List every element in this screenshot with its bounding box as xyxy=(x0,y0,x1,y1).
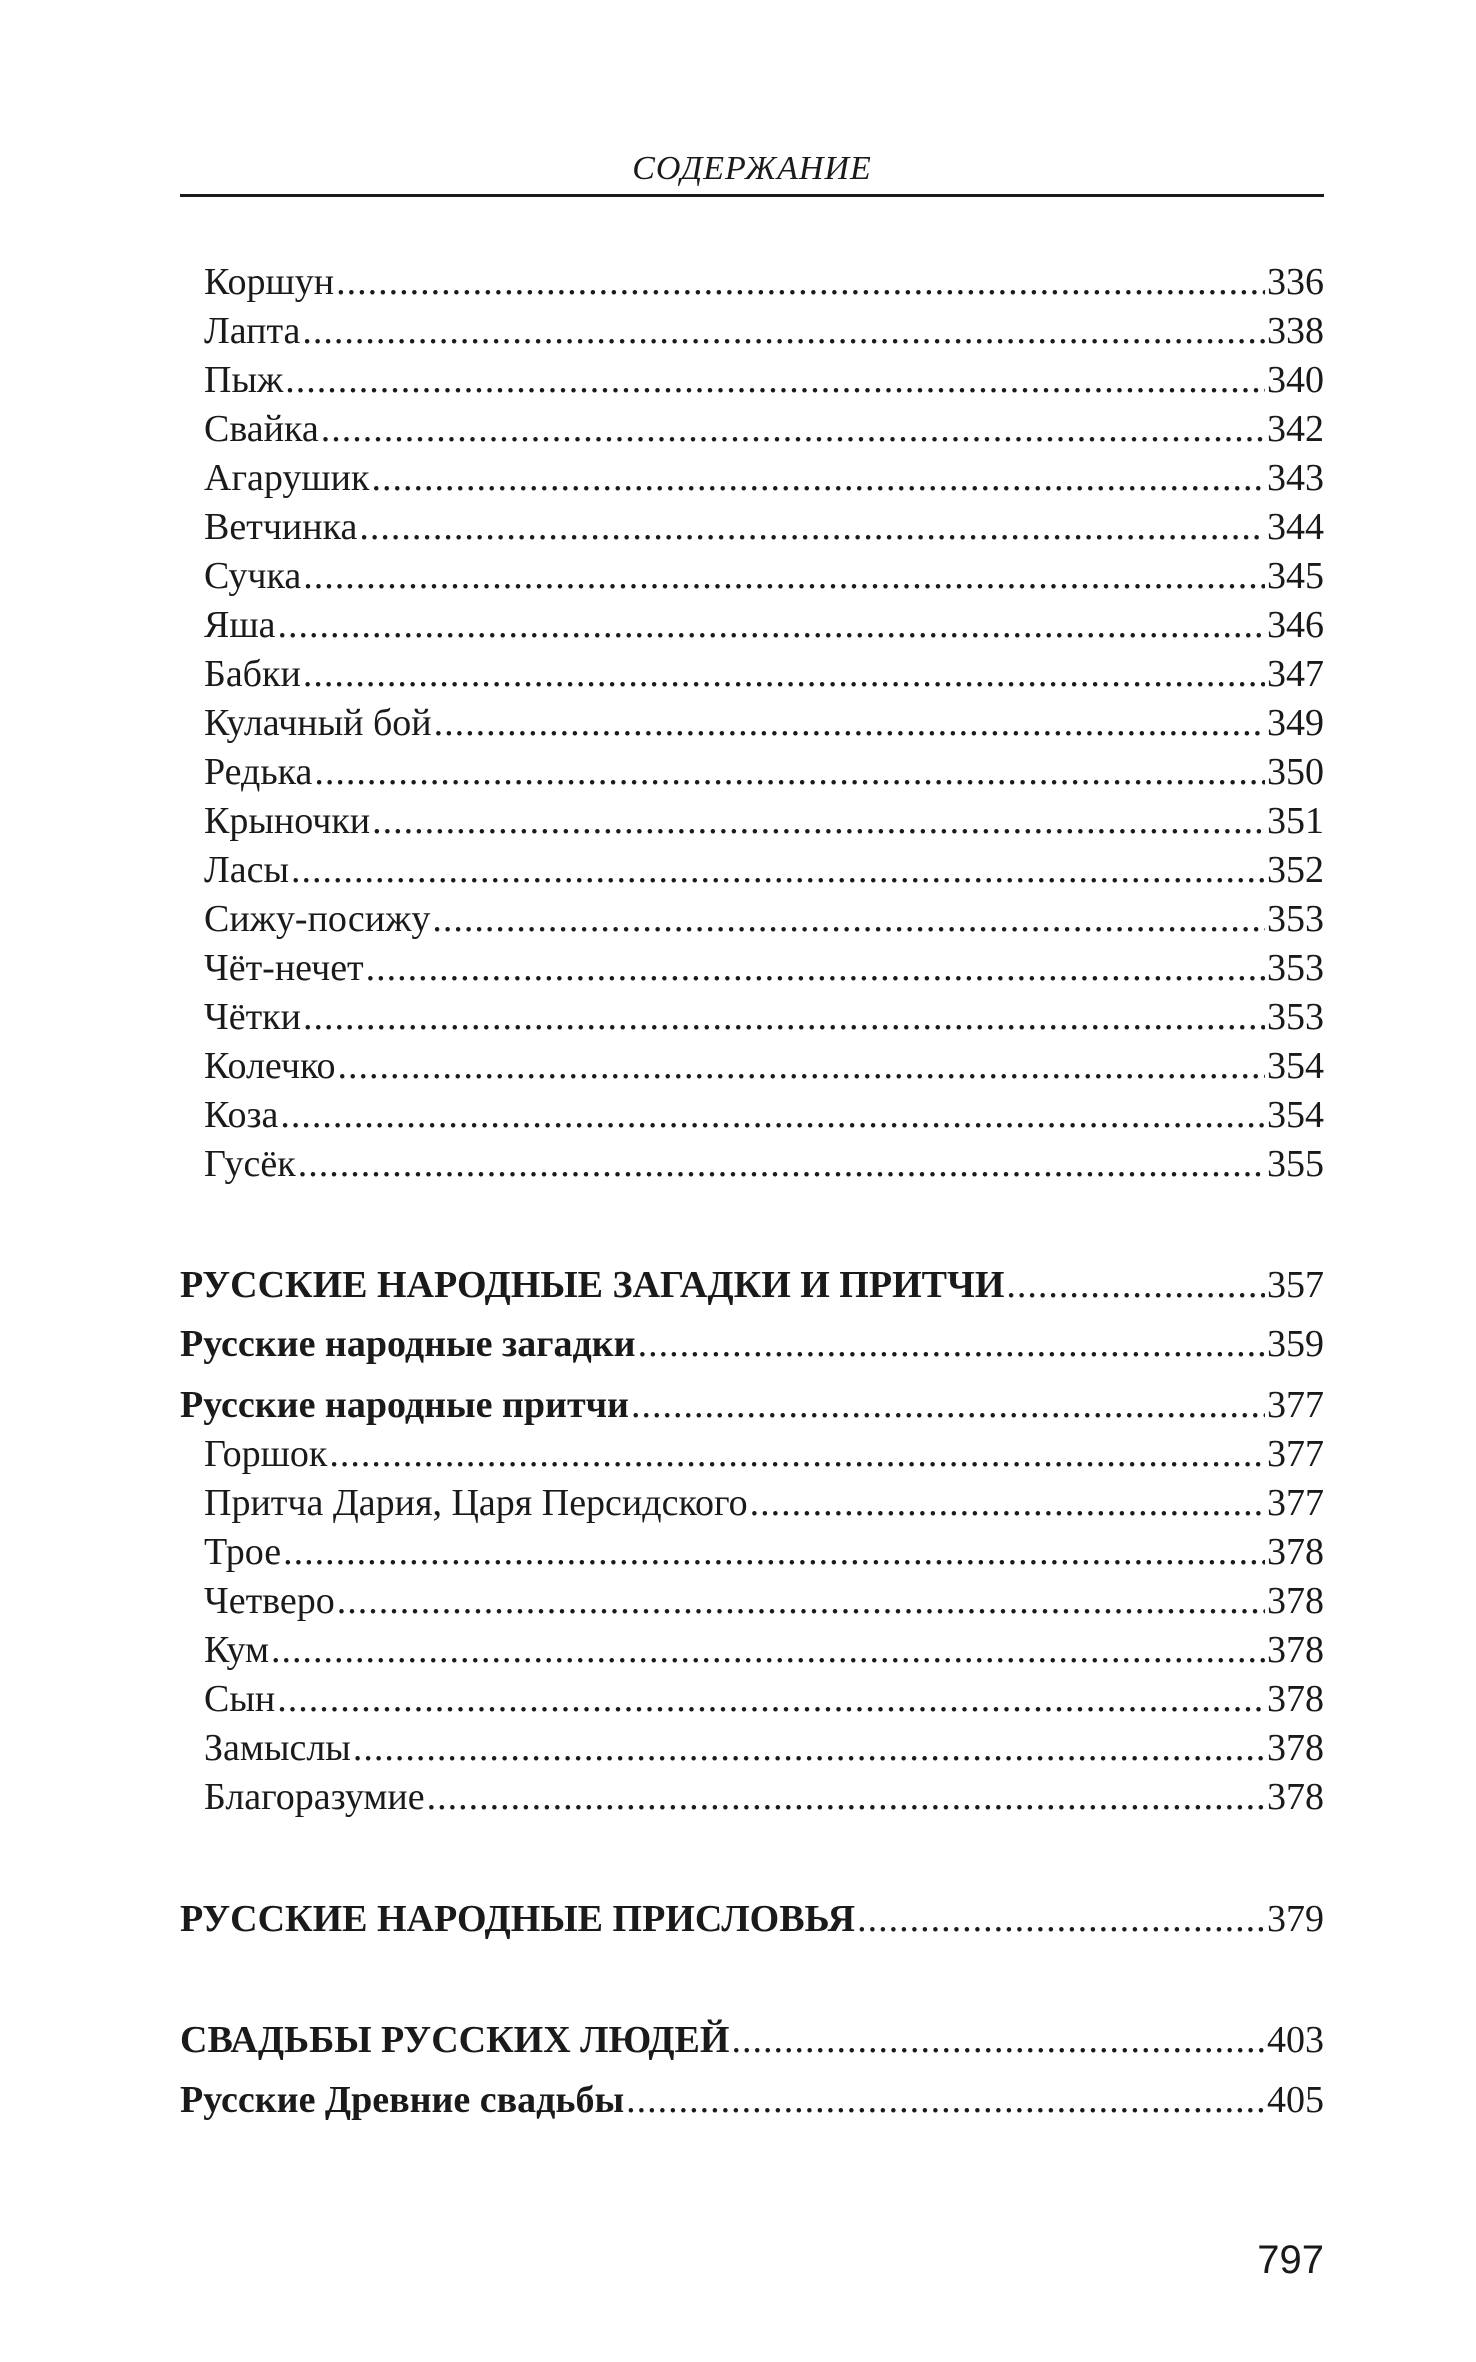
toc-entry[interactable] xyxy=(180,1142,1324,1186)
toc-entry-title: Замыслы xyxy=(204,1727,351,1769)
toc-entry-title: Ветчинка xyxy=(204,506,358,548)
toc-entry-title: Сижу-посижу xyxy=(204,898,431,940)
toc-entry[interactable] xyxy=(180,2078,1324,2122)
toc-entry-title: СВАДЬБЫ РУССКИХ ЛЮДЕЙ xyxy=(180,2019,730,2061)
toc-entry[interactable] xyxy=(180,1263,1324,1307)
dot-leader xyxy=(750,1481,1265,1525)
dot-leader xyxy=(366,946,1265,990)
toc-entry-title: Чёт-нечет xyxy=(204,947,364,989)
toc-entry-page: 378 xyxy=(1267,1629,1324,1671)
dot-leader xyxy=(336,260,1265,304)
toc-entry-title: Коршун xyxy=(204,261,335,303)
toc-entry[interactable] xyxy=(180,1775,1324,1819)
toc-entry[interactable] xyxy=(180,1530,1324,1574)
toc-entry-page: 355 xyxy=(1267,1143,1324,1185)
toc-entry-page: 354 xyxy=(1267,1094,1324,1136)
toc-entry-page: 347 xyxy=(1267,653,1324,695)
dot-leader xyxy=(432,897,1265,941)
dot-leader xyxy=(302,309,1265,353)
toc-entry-page: 349 xyxy=(1267,702,1324,744)
dot-leader xyxy=(271,1628,1265,1672)
toc-entry[interactable] xyxy=(180,1383,1324,1427)
toc-entry-page: 342 xyxy=(1267,408,1324,450)
dot-leader xyxy=(314,750,1265,794)
toc-entry-title: Лапта xyxy=(204,310,301,352)
header-rule xyxy=(180,194,1324,197)
toc-entry-page: 357 xyxy=(1267,1264,1324,1306)
dot-leader xyxy=(277,603,1265,647)
toc-entry-page: 377 xyxy=(1267,1482,1324,1524)
toc-entry[interactable] xyxy=(180,1628,1324,1672)
toc-entry-page: 403 xyxy=(1267,2019,1324,2061)
toc-entry[interactable] xyxy=(180,995,1324,1039)
toc-entry-page: 359 xyxy=(1267,1323,1324,1365)
toc-entry[interactable] xyxy=(180,799,1324,843)
toc-entry[interactable] xyxy=(180,750,1324,794)
toc-entry-page: 378 xyxy=(1267,1727,1324,1769)
running-head: СОДЕРЖАНИЕ xyxy=(632,150,872,187)
dot-leader xyxy=(329,1432,1265,1476)
toc-entry[interactable] xyxy=(180,1481,1324,1525)
toc-entry-title: Агарушик xyxy=(204,457,370,499)
toc-entry-page: 343 xyxy=(1267,457,1324,499)
toc-entry[interactable] xyxy=(180,456,1324,500)
dot-leader xyxy=(303,554,1265,598)
toc-entry-title: Коза xyxy=(204,1094,279,1136)
toc-entry[interactable] xyxy=(180,946,1324,990)
dot-leader xyxy=(291,848,1265,892)
toc-entry[interactable] xyxy=(180,1322,1324,1366)
toc-entry[interactable] xyxy=(180,1726,1324,1770)
dot-leader xyxy=(283,1530,1265,1574)
toc-entry-title: Гусёк xyxy=(204,1143,296,1185)
toc-entry-title: Бабки xyxy=(204,653,301,695)
toc-entry[interactable] xyxy=(180,2018,1324,2062)
toc-entry-title: Кулачный бой xyxy=(204,702,432,744)
toc-entry-title: РУССКИЕ НАРОДНЫЕ ПРИСЛОВЬЯ xyxy=(180,1898,856,1940)
toc-entry-title: Сучка xyxy=(204,555,302,597)
toc-entry-page: 345 xyxy=(1267,555,1324,597)
toc-entry-page: 353 xyxy=(1267,947,1324,989)
toc-entry[interactable] xyxy=(180,848,1324,892)
dot-leader xyxy=(372,799,1265,843)
toc-entry[interactable] xyxy=(180,309,1324,353)
toc-entry-title: Кум xyxy=(204,1629,270,1671)
toc-entry[interactable] xyxy=(180,701,1324,745)
toc-entry-title: РУССКИЕ НАРОДНЫЕ ЗАГАДКИ И ПРИТЧИ xyxy=(180,1264,1005,1306)
dot-leader xyxy=(359,505,1265,549)
toc-entry-title: Свайка xyxy=(204,408,319,450)
toc-entry[interactable] xyxy=(180,1432,1324,1476)
dot-leader xyxy=(638,1322,1265,1366)
toc-entry-title: Русские народные притчи xyxy=(180,1384,629,1426)
toc-entry-title: Благоразумие xyxy=(204,1776,425,1818)
toc-entry-title: Четверо xyxy=(204,1580,335,1622)
toc-entry-page: 405 xyxy=(1267,2079,1324,2121)
toc-entry-title: Трое xyxy=(204,1531,282,1573)
toc-entry[interactable] xyxy=(180,1093,1324,1137)
dot-leader xyxy=(280,1093,1265,1137)
dot-leader xyxy=(631,1383,1265,1427)
toc-entry-page: 338 xyxy=(1267,310,1324,352)
toc-entry[interactable] xyxy=(180,897,1324,941)
toc-entry-title: Сын xyxy=(204,1678,276,1720)
toc-entry-page: 352 xyxy=(1267,849,1324,891)
toc-entry[interactable] xyxy=(180,554,1324,598)
toc-entry[interactable] xyxy=(180,603,1324,647)
toc-entry-page: 354 xyxy=(1267,1045,1324,1087)
toc-entry[interactable] xyxy=(180,407,1324,451)
dot-leader xyxy=(337,1044,1265,1088)
toc-entry-title: Русские Древние свадьбы xyxy=(180,2079,625,2121)
page-number: 797 xyxy=(1257,2238,1324,2282)
dot-leader xyxy=(427,1775,1265,1819)
dot-leader xyxy=(277,1677,1265,1721)
toc-entry-title: Колечко xyxy=(204,1045,336,1087)
toc-entry[interactable] xyxy=(180,505,1324,549)
toc-entry-title: Пыж xyxy=(204,359,284,401)
toc-entry-page: 353 xyxy=(1267,996,1324,1038)
toc-entry-title: Чётки xyxy=(204,996,301,1038)
dot-leader xyxy=(626,2078,1265,2122)
toc-entry[interactable] xyxy=(180,260,1324,304)
toc-entry-page: 336 xyxy=(1267,261,1324,303)
toc-entry-title: Крыночки xyxy=(204,800,371,842)
toc-entry-title: Яша xyxy=(204,604,276,646)
toc-entry-page: 378 xyxy=(1267,1580,1324,1622)
dot-leader xyxy=(303,652,1265,696)
toc-entry-page: 378 xyxy=(1267,1531,1324,1573)
toc-entry-page: 377 xyxy=(1267,1433,1324,1475)
toc-entry-title: Русские народные загадки xyxy=(180,1323,636,1365)
toc-entry-page: 351 xyxy=(1267,800,1324,842)
toc-entry-page: 379 xyxy=(1267,1898,1324,1940)
toc-entry-page: 377 xyxy=(1267,1384,1324,1426)
toc-entry[interactable] xyxy=(180,1579,1324,1623)
dot-leader xyxy=(353,1726,1265,1770)
dot-leader xyxy=(321,407,1265,451)
toc-entry-title: Редька xyxy=(204,751,313,793)
toc-entry-page: 378 xyxy=(1267,1776,1324,1818)
dot-leader xyxy=(1006,1263,1265,1307)
toc-entry[interactable] xyxy=(180,358,1324,402)
toc-entry-title: Притча Дария, Царя Персидского xyxy=(204,1482,748,1524)
dot-leader xyxy=(371,456,1265,500)
dot-leader xyxy=(434,701,1265,745)
dot-leader xyxy=(337,1579,1265,1623)
dot-leader xyxy=(731,2018,1265,2062)
toc-entry-title: Ласы xyxy=(204,849,290,891)
toc-entry[interactable] xyxy=(180,1677,1324,1721)
toc-entry[interactable] xyxy=(180,1897,1324,1941)
toc-entry-page: 350 xyxy=(1267,751,1324,793)
toc-entry-page: 344 xyxy=(1267,506,1324,548)
toc-entry[interactable] xyxy=(180,652,1324,696)
toc-entry[interactable] xyxy=(180,1044,1324,1088)
dot-leader xyxy=(298,1142,1265,1186)
toc-entry-page: 340 xyxy=(1267,359,1324,401)
dot-leader xyxy=(303,995,1265,1039)
toc-entry-page: 346 xyxy=(1267,604,1324,646)
toc-entry-page: 378 xyxy=(1267,1678,1324,1720)
dot-leader xyxy=(285,358,1265,402)
dot-leader xyxy=(857,1897,1265,1941)
toc-entry-page: 353 xyxy=(1267,898,1324,940)
toc-entry-title: Горшок xyxy=(204,1433,328,1475)
